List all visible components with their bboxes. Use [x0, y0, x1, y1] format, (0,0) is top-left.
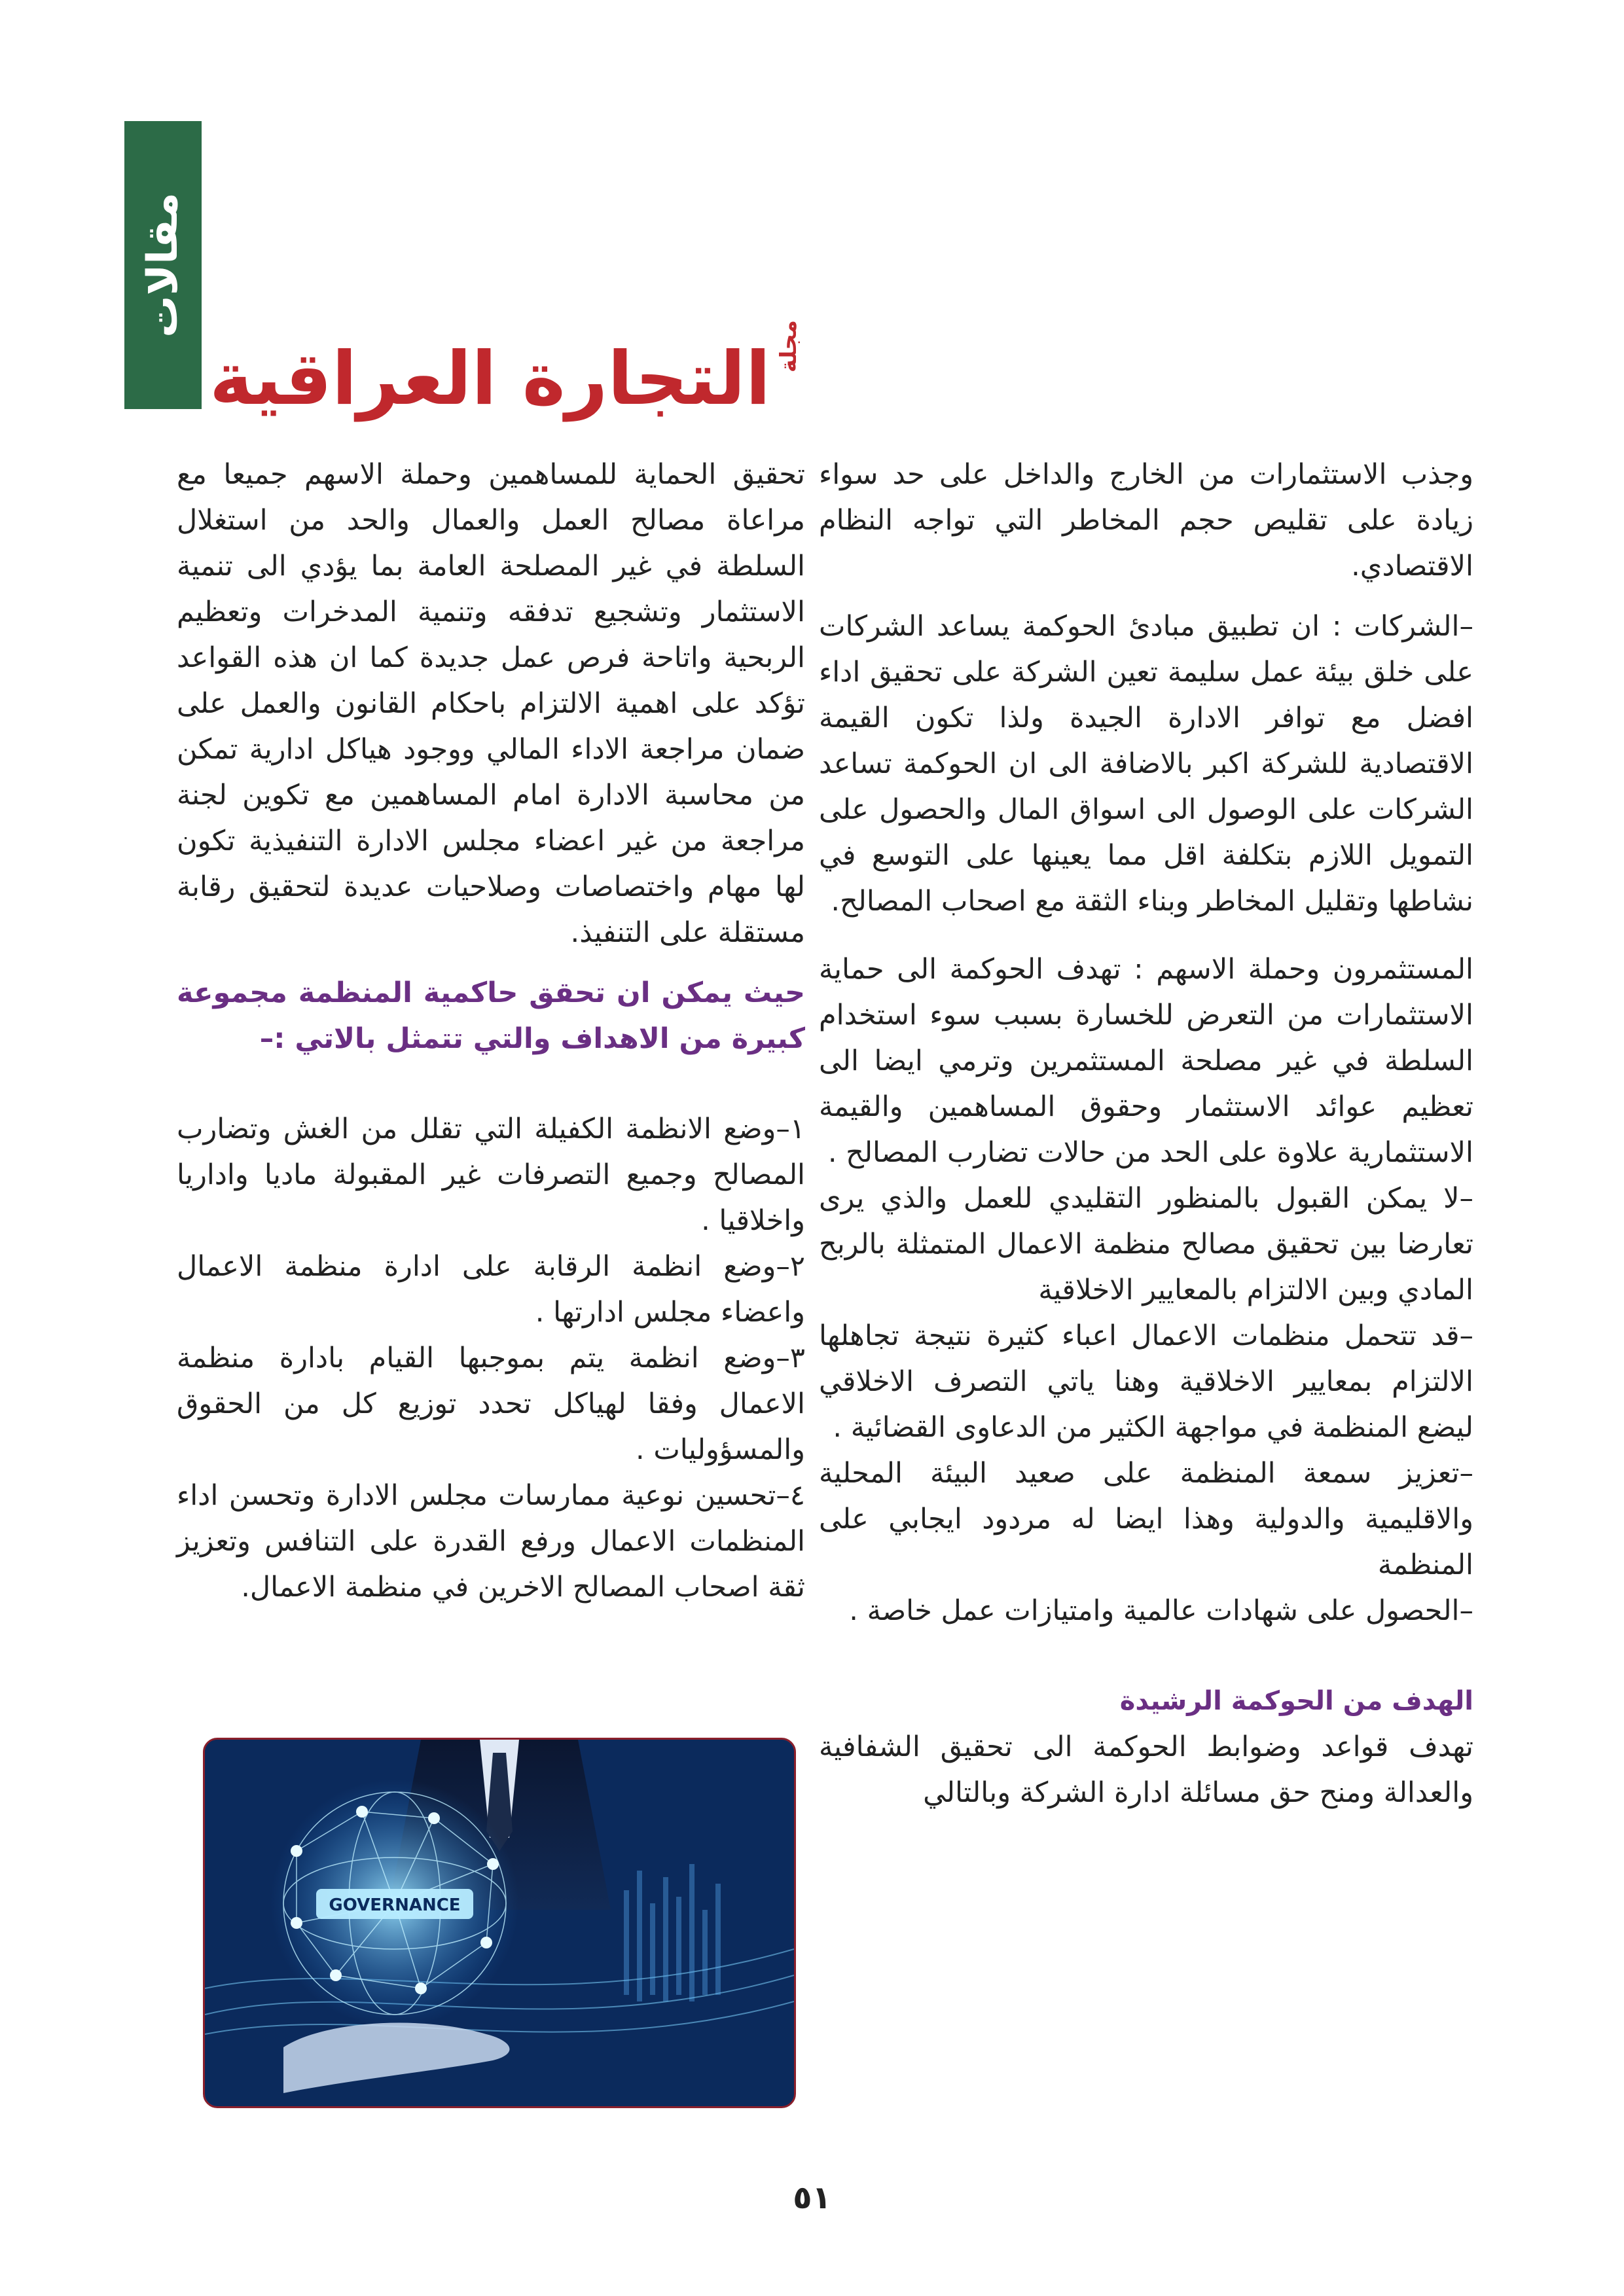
list-item: ٤–تحسين نوعية ممارسات مجلس الادارة وتحسن اداء المنظمات الاعمال ورفع القدرة على التنافس وتعزيز ثقة اصحاب المصالح الاخرين في منظمة الاعمال.	[177, 1479, 805, 1604]
paragraph: –تعزيز سمعة المنظمة على صعيد البيئة المحلية والاقليمية والدولية وهذا ايضا له مردود ايجابي على المنظمة	[819, 1457, 1473, 1581]
masthead-prefix: مجلة	[776, 319, 803, 372]
masthead-title: التجارة العراقية	[209, 336, 771, 422]
right-column	[819, 452, 1473, 1816]
left-column	[177, 452, 805, 1610]
paragraph: –الحصول على شهادات عالمية وامتيازات عمل خاصة .	[849, 1594, 1473, 1627]
list-item: ٣–وضع انظمة يتم بموجبها القيام بادارة منظمة الاعمال وفقا لهياكل تحدد توزيع كل من الحقوق والمسؤوليات .	[177, 1342, 805, 1466]
paragraph: وجذب الاستثمارات من الخارج والداخل على حد سواء زيادة على تقليص حجم المخاطر التي تواجه النظام الاقتصادي.	[819, 458, 1473, 583]
list-item: ١–وضع الانظمة الكفيلة التي تقلل من الغش وتضارب المصالح وجميع التصرفات غير المقبولة ماديا واداريا واخلاقيا .	[177, 1113, 805, 1237]
list-item: ٢–وضع انظمة الرقابة على ادارة منظمة الاعمال واعضاء مجلس ادارتها .	[177, 1250, 805, 1329]
paragraph: تحقيق الحماية للمساهمين وحملة الاسهم جميعا مع مراعاة مصالح العمل والعمال والحد من استغلال السلطة في غير المصلحة العامة بما يؤدي الى تنمية الاستثمار وتشجيع تدفقه وتنمية المدخرات وتعظيم الربحية واتاحة فرص عمل جديدة كما ان هذه القواعد تؤكد على اهمية الالتزام باحكام القانون والعمل على ضمان مراجعة الاداء المالي ووجود هياكل ادارية تمكن من محاسبة الادارة امام المساهمين مع تكوين لجنة مراجعة من غير اعضاء مجلس الادارة التنفيذية تكون لها مهام واختصاصات وصلاحيات عديدة لتحقيق رقابة مستقلة على التنفيذ.	[177, 458, 805, 949]
intro-heading: حيث يمكن ان تحقق حاكمية المنظمة مجموعة كبيرة من الاهداف والتي تتمثل بالاتي :–	[177, 977, 805, 1055]
section-tab	[124, 121, 202, 409]
paragraph: –الشركات : ان تطبيق مبادئ الحوكمة يساعد الشركات على خلق بيئة عمل سليمة تعين الشركة على تحقيق اداء افضل مع توافر الادارة الجيدة ولذا تكون القيمة الاقتصادية للشركة اكبر بالاضافة الى ان الحوكمة تساعد الشركات على الوصول الى اسواق المال والحصول على التمويل اللازم بتكلفة اقل مما يعينها على التوسع في نشاطها وتقليل المخاطر وبناء الثقة مع اصحاب المصالح.	[819, 610, 1473, 918]
paragraph: تهدف قواعد وضوابط الحوكمة الى تحقيق الشفافية والعدالة ومنح حق مسائلة ادارة الشركة وبالتالي	[819, 1731, 1473, 1809]
paragraph: المستثمرون وحملة الاسهم : تهدف الحوكمة الى حماية الاستثمارات من التعرض للخسارة بسبب سوء استخدام السلطة في غير مصلحة المستثمرين وترمي ايضا الى تعظيم عوائد الاستثمار وحقوق المساهمين والقيمة الاستثمارية علاوة على الحد من حالات تضارب المصالح .	[819, 953, 1473, 1169]
masthead	[209, 304, 803, 422]
subheading: الهدف من الحوكمة الرشيدة	[1119, 1686, 1473, 1716]
page-number: ٥١	[793, 2179, 831, 2216]
paragraph: –لا يمكن القبول بالمنظور التقليدي للعمل والذي يرى تعارضا بين تحقيق مصالح منظمة الاعمال المتمثلة بالربح المادي وبين الالتزام بالمعايير الاخلاقية	[819, 1182, 1473, 1306]
paragraph: –قد تتحمل منظمات الاعمال اعباء كثيرة نتيجة تجاهلها الالتزام بمعايير الاخلاقية وهنا ياتي التصرف الاخلاقي ليضع المنظمة في مواجهة الكثير من الدعاوى القضائية .	[819, 1319, 1473, 1444]
governance-illustration	[205, 1740, 794, 2106]
governance-label: GOVERNANCE	[329, 1895, 461, 1915]
governance-image	[203, 1738, 796, 2108]
section-tab-label: مقالات	[139, 192, 187, 338]
